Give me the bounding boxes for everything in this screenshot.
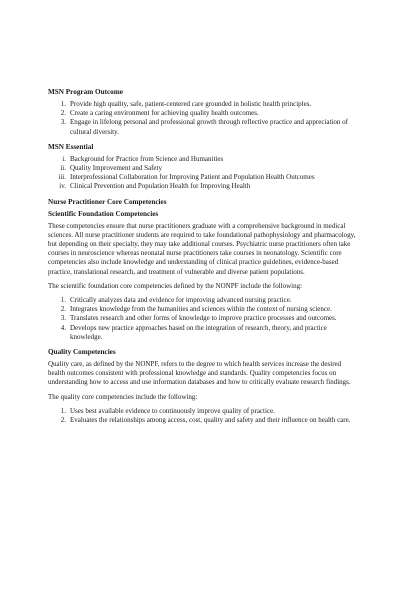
- list-number: 2.: [60, 109, 66, 118]
- list-number: 3.: [60, 118, 66, 127]
- list-item: [48, 118, 358, 136]
- list-item: [48, 296, 358, 305]
- list-number: 3.: [60, 314, 66, 323]
- paragraph: The scientific foundation core competencies defined by the NONPF include the following:: [48, 281, 303, 290]
- list-number: iii.: [58, 173, 66, 182]
- list-text: Provide high quality, safe, patient-centered care grounded in holistic health principles.: [70, 100, 312, 108]
- list-text: Clinical Prevention and Population Health for Improving Health: [70, 182, 251, 191]
- list-text: Evaluates the relationships among access, cost, quality and safety and their influence on health care.: [70, 416, 351, 425]
- msn-essential-section: [48, 143, 358, 192]
- list-text: Create a caring environment for achieving quality health outcomes.: [70, 109, 259, 118]
- paragraph: Quality care, as defined by the NONPF, refers to the degree to which health services increase the desired health outcomes consistent with professional knowledge and standards. Quality competencies focus on understanding how to access and use information databases and how to critically evaluate research findings.: [48, 360, 351, 387]
- list-number: 1.: [60, 406, 66, 415]
- npcc-heading: Nurse Practitioner Core Competencies: [48, 197, 167, 206]
- list-item: [48, 164, 358, 173]
- list-item: [48, 173, 358, 182]
- list-number: iv.: [59, 182, 66, 191]
- competency-list: [48, 407, 358, 425]
- section-heading: MSN Program Outcome: [48, 88, 123, 96]
- list-number: 2.: [60, 305, 66, 314]
- list-item: [48, 314, 358, 323]
- outcome-list: [48, 100, 358, 137]
- list-text: Critically analyzes data and evidence for improving advanced nursing practice.: [70, 296, 292, 305]
- list-item: [48, 416, 358, 425]
- list-text: Quality Improvement and Safety: [70, 164, 162, 173]
- list-item: [48, 109, 358, 118]
- list-text: Translates research and other forms of knowledge to improve practice processes and outcomes.: [70, 314, 337, 323]
- list-number: 1.: [60, 100, 66, 108]
- msn-program-outcome-section: [48, 88, 358, 137]
- list-text: Uses best available evidence to continuously improve quality of practice.: [70, 406, 275, 415]
- list-text: Develops new practice approaches based on the integration of research, theory, and practice knowledge.: [70, 323, 327, 341]
- section-heading: Scientific Foundation Competencies: [48, 209, 159, 218]
- list-text: Integrates knowledge from the humanities and sciences within the context of nursing science.: [70, 305, 332, 314]
- list-text: Interprofessional Collaboration for Improving Patient and Population Health Outcomes: [70, 173, 315, 182]
- section-heading: MSN Essential: [48, 142, 94, 151]
- paragraph: The quality core competencies include the following:: [48, 392, 198, 401]
- list-item: [48, 305, 358, 314]
- paragraph: These competencies ensure that nurse practitioners graduate with a comprehensive background in medical sciences. All nurse practitioner students are required to take foundational pathophysiology and pharmacology, but depending on their specialty, they may take additional courses. Psychiatric nurse practitioners often take courses in neuroscience whereas neonatal nurse practitioners take courses in neonatology. Scientific core competencies also include knowledge and understanding of clinical practice guidelines, evidence-based practice, translational research, and treatment of vulnerable and diverse patient populations.: [48, 221, 356, 276]
- list-text: Background for Practice from Science and Humanities: [70, 154, 224, 163]
- list-number: i.: [62, 154, 66, 163]
- list-item: [48, 155, 358, 164]
- quality-competencies-section: [48, 348, 358, 425]
- list-number: 1.: [60, 296, 66, 305]
- list-item: [48, 324, 358, 342]
- list-number: 2.: [60, 416, 66, 425]
- list-text: Engage in lifelong personal and professional growth through reflective practice and appreciation of cultural diversity.: [70, 118, 348, 136]
- essential-list: [48, 155, 358, 192]
- list-number: ii.: [60, 164, 66, 173]
- scientific-foundation-section: [48, 210, 358, 342]
- section-heading: Quality Competencies: [48, 348, 116, 357]
- list-item: [48, 407, 358, 416]
- list-item: [48, 182, 358, 191]
- competency-list: [48, 296, 358, 342]
- list-item: [48, 100, 358, 109]
- document-page: [48, 88, 358, 431]
- list-number: 4.: [60, 323, 66, 332]
